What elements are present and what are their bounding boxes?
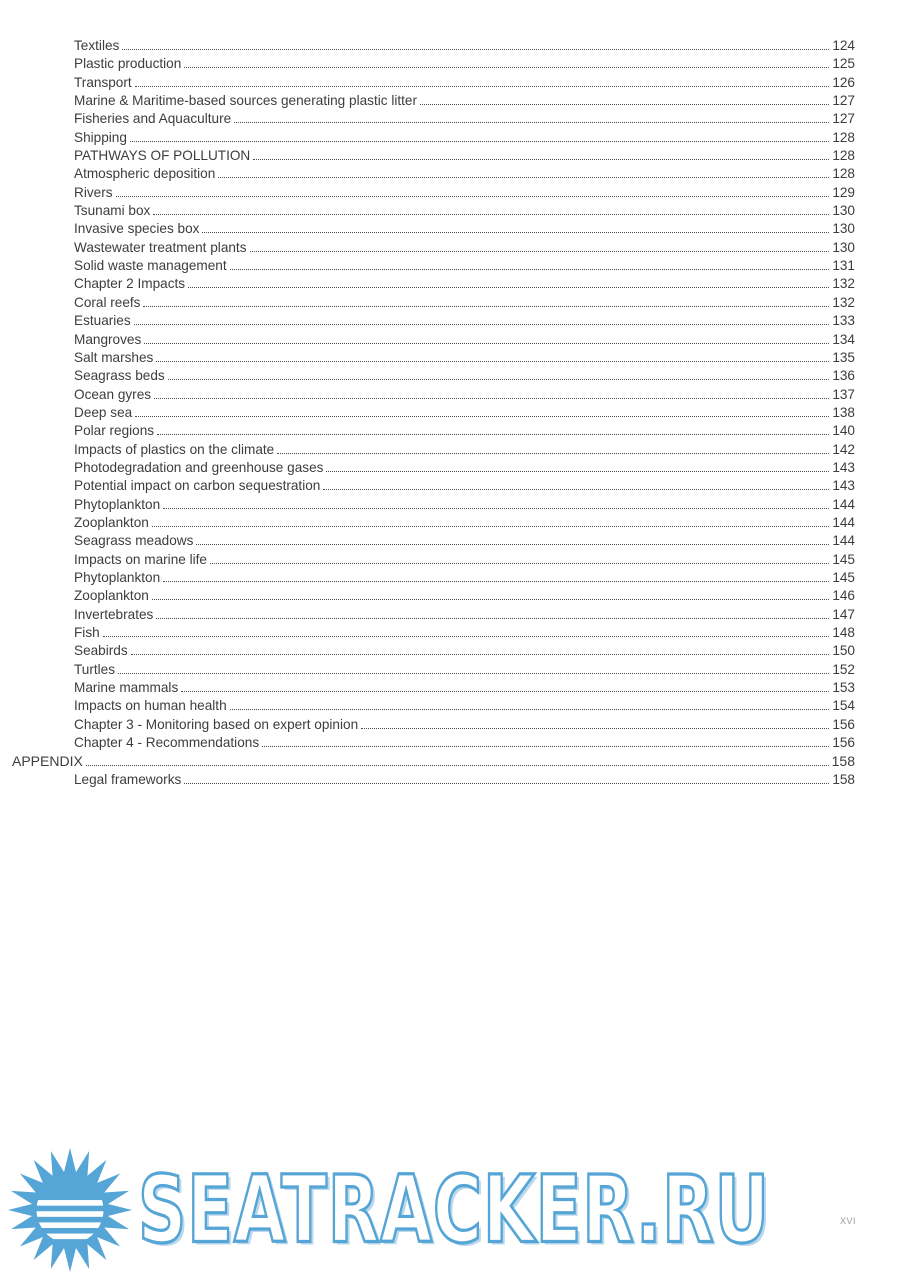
- toc-entry-page: 156: [832, 716, 855, 732]
- toc-entry-label: Fisheries and Aquaculture: [74, 111, 232, 127]
- toc-leader-dots: [135, 86, 830, 87]
- toc-entry[interactable]: [12, 165, 855, 183]
- toc-entry-label: Seabirds: [74, 643, 128, 659]
- toc-leader-dots: [230, 269, 830, 270]
- toc-entry[interactable]: [12, 642, 855, 660]
- toc-entry-label: Tsunami box: [74, 203, 151, 219]
- toc-entry[interactable]: [12, 422, 855, 440]
- toc-entry-page: 125: [832, 56, 855, 72]
- toc-entry-page: 154: [832, 698, 855, 714]
- toc-entry-page: 131: [832, 258, 855, 274]
- toc-leader-dots: [131, 654, 830, 655]
- toc-leader-dots: [163, 581, 829, 582]
- toc-entry-label: Phytoplankton: [74, 496, 161, 512]
- toc-leader-dots: [154, 398, 829, 399]
- toc-leader-dots: [277, 453, 829, 454]
- toc-leader-dots: [134, 324, 830, 325]
- toc-entry[interactable]: [12, 514, 855, 532]
- toc-leader-dots: [326, 471, 829, 472]
- toc-entry-label: Zooplankton: [74, 514, 149, 530]
- toc-entry[interactable]: [12, 532, 855, 550]
- toc-entry-page: 143: [832, 459, 855, 475]
- toc-leader-dots: [184, 67, 829, 68]
- toc-leader-dots: [135, 416, 829, 417]
- toc-entry[interactable]: [12, 679, 855, 697]
- toc-entry[interactable]: [12, 734, 855, 752]
- toc-leader-dots: [152, 599, 829, 600]
- toc-entry-label: Mangroves: [74, 331, 142, 347]
- toc-entry-label: Chapter 4 - Recommendations: [74, 735, 260, 751]
- toc-entry-page: 142: [832, 441, 855, 457]
- toc-entry-page: 148: [832, 625, 855, 640]
- toc-entry-label: Seagrass beds: [74, 368, 165, 384]
- toc-entry[interactable]: [12, 202, 855, 220]
- toc-entry[interactable]: [12, 752, 855, 770]
- watermark: [4, 1146, 900, 1274]
- toc-entry-page: 130: [832, 239, 855, 255]
- toc-entry-label: Coral reefs: [74, 294, 141, 310]
- toc-leader-dots: [86, 765, 829, 766]
- toc-entry[interactable]: [12, 220, 855, 238]
- toc-entry[interactable]: [12, 367, 855, 385]
- toc-entry[interactable]: [12, 569, 855, 587]
- table-of-contents: [12, 37, 855, 789]
- toc-leader-dots: [163, 508, 829, 509]
- toc-entry-page: 146: [832, 588, 855, 604]
- toc-entry[interactable]: [12, 257, 855, 275]
- toc-entry-page: 137: [832, 386, 855, 402]
- toc-leader-dots: [262, 746, 829, 747]
- toc-entry-label: Photodegradation and greenhouse gases: [74, 459, 324, 475]
- toc-entry[interactable]: [12, 110, 855, 128]
- toc-entry-page: 145: [832, 569, 855, 585]
- toc-entry[interactable]: [12, 349, 855, 367]
- toc-entry[interactable]: [12, 496, 855, 514]
- toc-entry-label: Chapter 2 Impacts: [74, 276, 186, 292]
- toc-leader-dots: [144, 343, 829, 344]
- toc-entry[interactable]: [12, 55, 855, 73]
- toc-entry-page: 132: [832, 276, 855, 292]
- toc-entry-label: PATHWAYS OF POLLUTION: [74, 148, 251, 164]
- toc-entry-page: 127: [832, 93, 855, 109]
- toc-entry[interactable]: [12, 37, 855, 55]
- toc-leader-dots: [116, 196, 830, 197]
- toc-entry-page: 130: [832, 221, 855, 237]
- toc-entry-label: Polar regions: [74, 423, 155, 439]
- toc-entry-label: Marine & Maritime-based sources generating plastic litter: [74, 93, 418, 109]
- toc-entry-page: 144: [832, 514, 855, 530]
- toc-leader-dots: [361, 728, 829, 729]
- toc-leader-dots: [202, 232, 829, 233]
- toc-entry-label: Impacts of plastics on the climate: [74, 441, 275, 457]
- toc-leader-dots: [152, 526, 829, 527]
- toc-leader-dots: [153, 214, 829, 215]
- toc-entry[interactable]: [12, 624, 855, 642]
- toc-entry-page: 153: [832, 680, 855, 696]
- toc-entry-page: 136: [832, 368, 855, 384]
- toc-leader-dots: [118, 673, 829, 674]
- toc-entry[interactable]: [12, 661, 855, 679]
- toc-entry-label: Legal frameworks: [74, 771, 182, 787]
- page-number: xvi: [839, 1212, 856, 1227]
- toc-entry[interactable]: [12, 129, 855, 147]
- toc-entry-label: Plastic production: [74, 56, 182, 72]
- toc-leader-dots: [253, 159, 829, 160]
- toc-entry[interactable]: [12, 587, 855, 605]
- toc-entry[interactable]: [12, 239, 855, 257]
- toc-leader-dots: [188, 287, 829, 288]
- toc-leader-dots: [218, 177, 829, 178]
- toc-entry-page: 156: [832, 735, 855, 751]
- toc-entry-page: 128: [832, 166, 855, 182]
- toc-entry-label: Salt marshes: [74, 349, 154, 365]
- toc-entry-label: Zooplankton: [74, 588, 149, 604]
- toc-entry-page: 132: [832, 294, 855, 310]
- toc-entry-page: 130: [832, 203, 855, 219]
- toc-entry[interactable]: [12, 697, 855, 715]
- toc-entry[interactable]: [12, 331, 855, 349]
- toc-leader-dots: [230, 709, 830, 710]
- toc-entry-label: Ocean gyres: [74, 386, 152, 402]
- toc-entry-page: 126: [832, 74, 855, 90]
- toc-leader-dots: [234, 122, 829, 123]
- toc-entry-page: 145: [832, 551, 855, 567]
- toc-entry[interactable]: [12, 147, 855, 165]
- toc-entry-page: 158: [831, 753, 855, 770]
- toc-entry-page: 140: [832, 423, 855, 439]
- toc-entry-label: Estuaries: [74, 313, 131, 329]
- toc-entry-page: 143: [832, 478, 855, 494]
- toc-entry-page: 128: [832, 148, 855, 164]
- toc-entry-label: Shipping: [74, 129, 127, 145]
- toc-entry-page: 133: [832, 313, 855, 329]
- toc-entry-page: 144: [832, 496, 855, 512]
- toc-entry[interactable]: [12, 404, 855, 422]
- toc-entry[interactable]: [12, 441, 855, 459]
- toc-leader-dots: [250, 251, 830, 252]
- toc-entry-label: Atmospheric deposition: [74, 166, 216, 182]
- toc-entry[interactable]: [12, 771, 855, 789]
- toc-entry-label: Textiles: [74, 38, 120, 53]
- toc-leader-dots: [122, 49, 829, 50]
- toc-entry-page: 158: [832, 771, 855, 787]
- toc-entry-label: Wastewater treatment plants: [74, 239, 247, 255]
- toc-entry-page: 152: [832, 661, 855, 677]
- toc-entry-page: 150: [832, 643, 855, 659]
- toc-entry-page: 144: [832, 533, 855, 549]
- toc-leader-dots: [196, 544, 829, 545]
- toc-leader-dots: [130, 141, 829, 142]
- toc-entry-label: Fish: [74, 625, 100, 640]
- toc-entry[interactable]: [12, 184, 855, 202]
- toc-entry-label: Turtles: [74, 661, 116, 677]
- toc-leader-dots: [420, 104, 829, 105]
- toc-entry-label: Impacts on human health: [74, 698, 227, 714]
- toc-entry[interactable]: [12, 459, 855, 477]
- sun-icon: [4, 1148, 136, 1272]
- toc-leader-dots: [181, 691, 829, 692]
- toc-entry-page: 138: [832, 404, 855, 420]
- toc-leader-dots: [103, 636, 830, 637]
- toc-entry[interactable]: [12, 551, 855, 569]
- toc-entry-page: 147: [832, 606, 855, 622]
- toc-entry-label: Invasive species box: [74, 221, 200, 237]
- toc-entry-page: 128: [832, 129, 855, 145]
- toc-entry-label: Rivers: [74, 184, 113, 200]
- toc-entry-label: Invertebrates: [74, 606, 154, 622]
- toc-leader-dots: [210, 563, 829, 564]
- toc-leader-dots: [184, 783, 829, 784]
- toc-entry[interactable]: [12, 294, 855, 312]
- toc-entry-label: APPENDIX: [12, 753, 83, 770]
- toc-entry-label: Solid waste management: [74, 258, 227, 274]
- toc-entry-page: 124: [832, 38, 855, 53]
- toc-entry-label: Deep sea: [74, 404, 133, 420]
- toc-entry[interactable]: [12, 477, 855, 495]
- toc-leader-dots: [168, 379, 830, 380]
- toc-entry-label: Transport: [74, 74, 132, 90]
- toc-leader-dots: [323, 489, 829, 490]
- toc-leader-dots: [143, 306, 829, 307]
- toc-entry-label: Potential impact on carbon sequestration: [74, 478, 321, 494]
- toc-entry-label: Marine mammals: [74, 680, 179, 696]
- toc-entry[interactable]: [12, 92, 855, 110]
- toc-leader-dots: [156, 618, 829, 619]
- toc-entry-page: 134: [832, 331, 855, 347]
- toc-entry[interactable]: [12, 606, 855, 624]
- toc-entry-page: 135: [832, 349, 855, 365]
- toc-leader-dots: [157, 434, 829, 435]
- toc-entry-label: Seagrass meadows: [74, 533, 194, 549]
- toc-entry[interactable]: [12, 386, 855, 404]
- toc-entry-page: 127: [832, 111, 855, 127]
- toc-entry-label: Phytoplankton: [74, 569, 161, 585]
- toc-entry[interactable]: [12, 716, 855, 734]
- toc-entry[interactable]: [12, 275, 855, 293]
- watermark-text: SEATRACKER.RU: [138, 1156, 770, 1264]
- toc-entry[interactable]: [12, 74, 855, 92]
- toc-entry-page: 129: [832, 184, 855, 200]
- toc-leader-dots: [156, 361, 829, 362]
- toc-entry-label: Chapter 3 - Monitoring based on expert opinion: [74, 716, 359, 732]
- toc-entry[interactable]: [12, 312, 855, 330]
- toc-entry-label: Impacts on marine life: [74, 551, 207, 567]
